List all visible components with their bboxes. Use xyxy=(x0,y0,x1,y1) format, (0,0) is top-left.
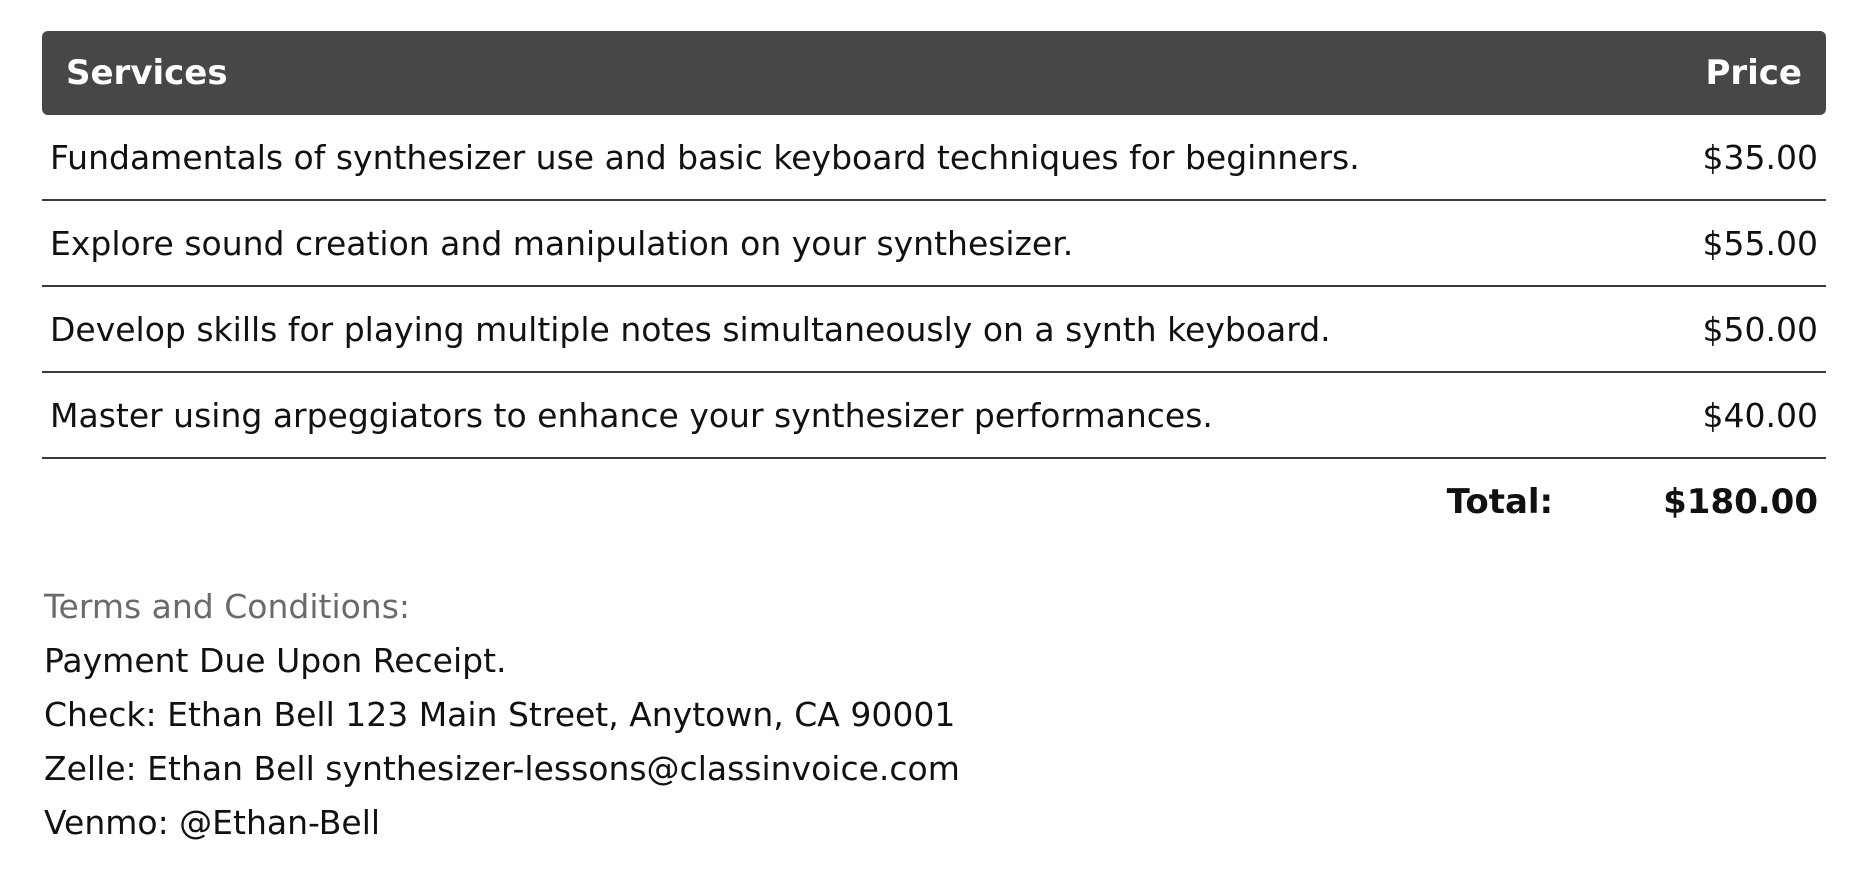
service-price: $35.00 xyxy=(1702,137,1818,177)
service-price: $40.00 xyxy=(1702,395,1818,435)
header-services: Services xyxy=(66,53,228,93)
service-description: Explore sound creation and manipulation on your synthesizer. xyxy=(50,223,1074,263)
terms-venmo: Venmo: @Ethan-Bell xyxy=(44,803,381,842)
terms-title: Terms and Conditions: xyxy=(44,587,411,626)
service-description: Fundamentals of synthesizer use and basic keyboard techniques for beginners. xyxy=(50,137,1360,177)
service-price: $50.00 xyxy=(1702,309,1818,349)
table-header xyxy=(42,31,1826,115)
terms-check: Check: Ethan Bell 123 Main Street, Anytown, CA 90001 xyxy=(44,695,956,734)
table-row xyxy=(42,115,1826,201)
total-value: $180.00 xyxy=(1663,482,1818,522)
total-label: Total: xyxy=(1446,482,1554,522)
table-row xyxy=(42,373,1826,459)
services-table xyxy=(42,31,1826,545)
header-price: Price xyxy=(1705,53,1802,93)
service-description: Master using arpeggiators to enhance your synthesizer performances. xyxy=(50,395,1213,435)
service-description: Develop skills for playing multiple notes simultaneously on a synth keyboard. xyxy=(50,309,1331,349)
total-row xyxy=(42,459,1826,545)
terms-section xyxy=(44,580,960,850)
terms-zelle: Zelle: Ethan Bell synthesizer-lessons@classinvoice.com xyxy=(44,749,960,788)
service-price: $55.00 xyxy=(1702,223,1818,263)
table-row xyxy=(42,287,1826,373)
table-row xyxy=(42,201,1826,287)
terms-payment-due: Payment Due Upon Receipt. xyxy=(44,641,507,680)
